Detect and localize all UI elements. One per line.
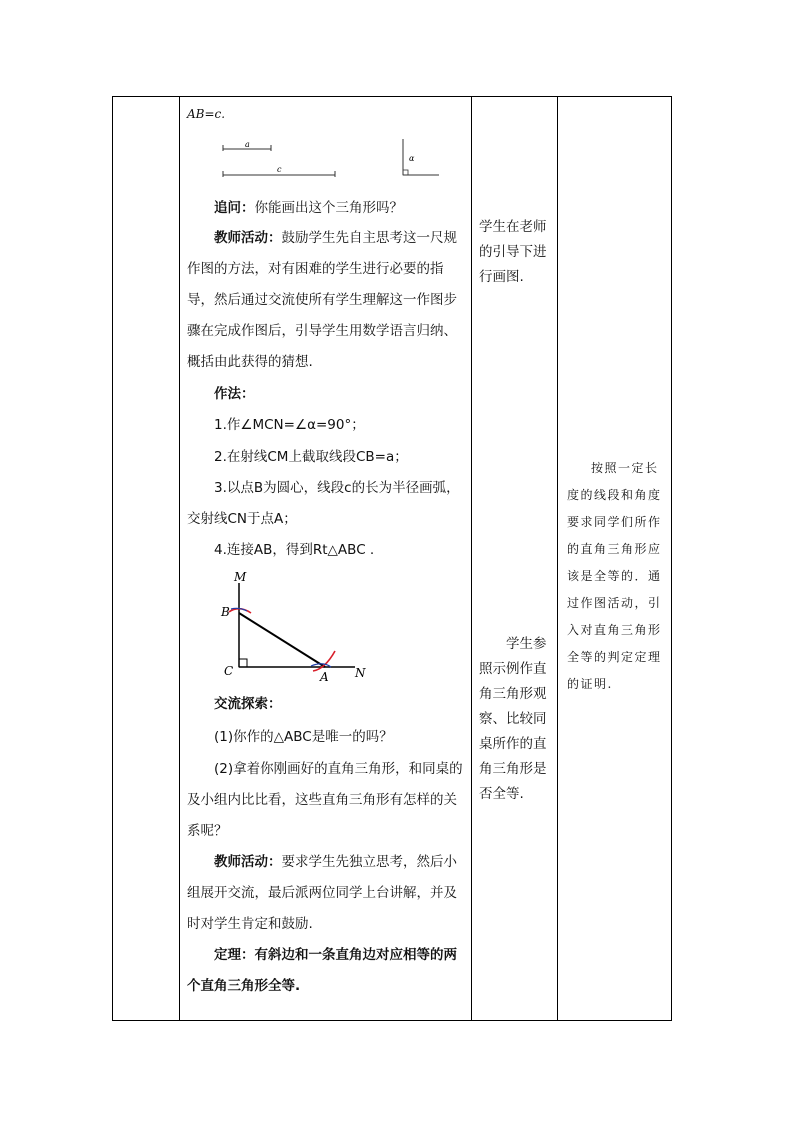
student-activity-cell (471, 97, 557, 1020)
teacher-activity-2: 教师活动：要求学生先独立思考，然后小组展开交流，最后派两位同学上台讲解，并及时对学生肯定和鼓励. (187, 854, 457, 932)
arc-at-b (229, 609, 251, 613)
point-c-label: C (224, 664, 234, 678)
point-n-label: N (355, 666, 366, 680)
exploration-heading: 交流探索： (214, 696, 282, 712)
teacher-activity-1: 教师活动：鼓励学生先自主思考这一尺规作图的方法，对有困难的学生进行必要的指导，然后通过交流使所有学生理解这一作图步骤在完成作图后，引导学生用数学语言归纳、概括由此获得的猜想. (187, 230, 457, 370)
segment-ab (239, 613, 325, 667)
theorem: 定理：有斜边和一条直角边对应相等的两个直角三角形全等. (187, 947, 457, 994)
segment-c-label: c (277, 165, 282, 174)
construction-step-1: 1.作∠MCN=∠α=90°； (214, 417, 365, 433)
design-intent-text: 按照一定长度的线段和角度要求同学们所作的直角三角形应该是全等的．通过作图活动，引入对直角三角形全等的判定定理的证明. (567, 461, 662, 691)
point-b-label: B (221, 605, 230, 619)
student-activity-1: 学生在老师的引导下进行画图. (479, 219, 547, 285)
construction-step-4: 4.连接AB，得到Rt△ABC . (214, 542, 375, 558)
point-m-label: M (234, 571, 247, 584)
angle-alpha-label: α (409, 154, 415, 163)
exploration-question-1: (1)你作的△ABC是唯一的吗？ (214, 729, 393, 745)
lesson-table (112, 96, 672, 1021)
design-intent-cell (557, 97, 673, 1020)
point-a-label: A (320, 670, 329, 684)
construction-step-3: 3.以点B为圆心，线段c的长为半径画弧，交射线CN于点A； (187, 480, 460, 527)
given-figures (219, 135, 439, 181)
teaching-content-cell (179, 97, 471, 1020)
right-triangle-figure (219, 571, 369, 689)
followup-question: 追问：你能画出这个三角形吗？ (214, 200, 403, 216)
right-angle-mark (239, 659, 247, 667)
exploration-question-2: (2)拿着你刚画好的直角三角形，和同桌的及小组内比比看，这些直角三角形有怎样的关系呢？ (187, 761, 463, 839)
given-condition: AB=c. (187, 107, 226, 121)
student-activity-2: 学生参照示例作直角三角形观察、比较同桌所作的直角三角形是否全等. (479, 636, 547, 802)
construction-step-2: 2.在射线CM上截取线段CB=a； (214, 449, 408, 465)
construction-method-heading: 作法： (214, 386, 255, 402)
segment-a-label: a (245, 140, 250, 149)
